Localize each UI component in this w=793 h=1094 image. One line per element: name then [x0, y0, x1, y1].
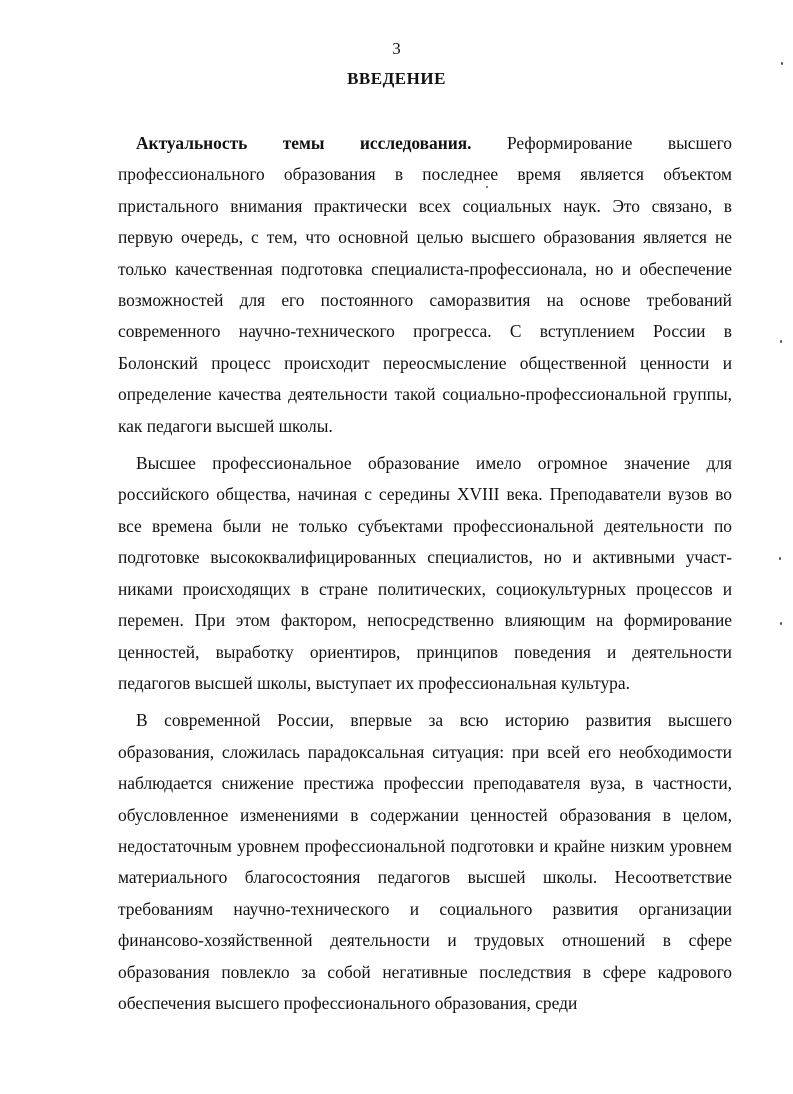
- body-text: [118, 128, 732, 1019]
- paragraph-text: В современной России, впервые за всю историю развития высшего образования, сложилась парадоксальная ситуация: при всей его необходимости наблюдается снижение престижа профессии преподавателя вуза, в частности, обусловленное изменениями в содержании ценностей образования в целом, недостаточным уровнем профессиональной подготовки и крайне низким уровнем материального благосостояния педагогов высшей школы. Несоответствие требованиям научно-технического и социального развития организации финансово-хозяйственной деятельности и трудовых отношений в сфере образования повлекло за собой негативные последствия в сфере кадрового обеспечения высшего профессионального образования, среди: [118, 710, 732, 1013]
- scan-speck: [486, 186, 488, 188]
- page-number: 3: [392, 39, 401, 58]
- paragraph-2: [118, 448, 732, 699]
- paragraph-lead: Актуальность темы исследования.: [136, 133, 472, 153]
- paragraph-text: Реформирование высшего профессионального образования в последнее время является объектом пристального внимания практически всех социальных наук. Это связано, в первую очередь, с тем, что основной целью высшего образования является не только качественная подготовка специалиста-профессионала, но и обеспечение возможностей для его постоянного саморазвития на основе требований современного научно-технического прогресса. С вступлением России в Болонский процесс происходит переосмысление общественной ценности и определение качества деятельности такой социально-профессиональной группы, как педагоги высшей школы.: [118, 133, 732, 436]
- section-heading: ВВЕДЕНИЕ: [347, 69, 446, 88]
- scan-speck: [780, 622, 782, 625]
- scan-speck: [779, 557, 781, 560]
- scan-speck: [781, 62, 783, 65]
- paragraph-text: Высшее профессиональное образование имело огромное значение для российского общества, начиная с середины XVIII века. Преподаватели вузов во все времена были не только субъектами профессиональной деятельности по подготовке высококвалифицированных специалистов, но и активными участниками происходящих в стране политических, социокультурных процессов и перемен. При этом фактором, непосредственно влияющим на формирование ценностей, выработку ориентиров, принципов поведения и деятельности педагогов высшей школы, выступает их профессиональная культура.: [118, 453, 732, 693]
- paragraph-1: [118, 128, 732, 442]
- paragraph-3: [118, 705, 732, 1019]
- scan-speck: [780, 340, 782, 343]
